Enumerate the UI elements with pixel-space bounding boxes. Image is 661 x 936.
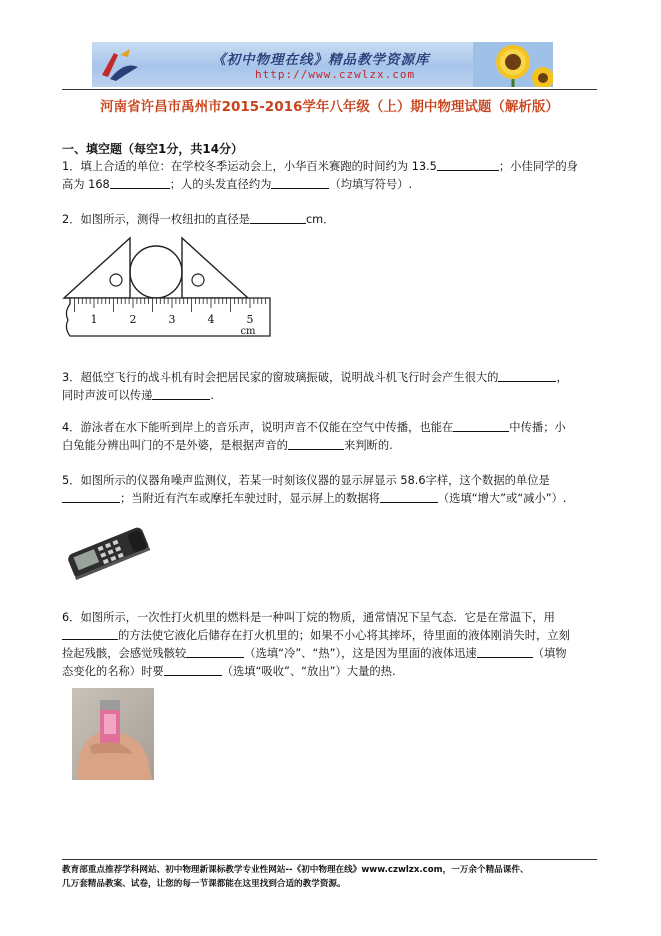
question-6-line-3	[62, 646, 567, 661]
question-text: 高为 168	[62, 178, 110, 191]
question-5-line-1	[62, 473, 550, 488]
ruler-unit: cm	[240, 326, 256, 337]
answer-blank[interactable]	[453, 420, 509, 432]
ruler-number: 4	[207, 313, 215, 326]
banner-title: 《初中物理在线》精品教学资源库	[212, 52, 430, 68]
question-6-line-2	[62, 628, 570, 643]
answer-blank[interactable]	[62, 628, 118, 640]
question-4-line-2	[62, 438, 393, 453]
lighter-image	[72, 688, 154, 780]
question-text: 白兔能分辨出叫门的不是外婆，是根据声音的	[62, 439, 288, 452]
answer-blank[interactable]	[164, 664, 222, 676]
question-text: （均填写符号）.	[329, 178, 413, 191]
header-banner	[92, 42, 553, 87]
question-text: ，	[556, 371, 568, 384]
question-6-line-1	[62, 610, 555, 625]
question-1-line-1	[62, 159, 578, 174]
answer-blank[interactable]	[498, 370, 556, 382]
question-3-line-2	[62, 388, 214, 403]
answer-blank[interactable]	[271, 177, 329, 189]
site-logo-icon	[94, 43, 142, 86]
answer-blank[interactable]	[250, 212, 306, 224]
footer	[62, 863, 602, 891]
ruler-number: 1	[90, 313, 98, 326]
question-text: 2．如图所示，测得一枚纽扣的直径是	[62, 213, 250, 226]
question-text: 中传播；小	[509, 421, 566, 434]
answer-blank[interactable]	[288, 438, 344, 450]
question-text: 1．填上合适的单位：在学校冬季运动会上，小华百米赛跑的时间约为 13.5	[62, 160, 437, 173]
question-text: 4．游泳者在水下能听到岸上的音乐声，说明声音不仅能在空气中传播，也能在	[62, 421, 454, 434]
section-heading: 一、填空题（每空1分，共14分）	[62, 142, 244, 156]
question-text: 5．如图所示的仪器角噪声监测仪，若某一时刻该仪器的显示屏显示 58.6字样，这个数据的单位是	[62, 474, 550, 487]
question-text: 3．超低空飞行的战斗机有时会把居民家的窗玻璃振破，说明战斗机飞行时会产生很大的	[62, 371, 499, 384]
question-text: .	[210, 389, 214, 402]
question-text: （选填“吸收”、“放出”）大量的热.	[221, 665, 396, 678]
question-text: （选填“增大”或“减小”）.	[437, 492, 567, 505]
question-text: ；小佳同学的身	[498, 160, 578, 173]
question-text: （填物	[532, 647, 567, 660]
answer-blank[interactable]	[110, 177, 170, 189]
question-text: ；当附近有汽车或摩托车驶过时，显示屏上的数据将	[120, 492, 380, 505]
question-text: 同时声波可以传递	[62, 389, 153, 402]
answer-blank[interactable]	[477, 646, 533, 658]
footer-line: 教育部重点推荐学科网站、初中物理新课标教学专业性网站--《初中物理在线》www.czwlzx.com，一万余个精品课件、	[62, 865, 529, 875]
header-rule	[62, 89, 597, 90]
question-text: 的方法使它液化后储存在打火机里的；如果不小心将其摔坏，待里面的液体刚消失时，立刻	[118, 629, 570, 642]
question-3-line-1	[62, 370, 568, 385]
question-2-line-1	[62, 212, 334, 227]
question-text: 来判断的.	[343, 439, 393, 452]
question-text: ；人的头发直径约为	[169, 178, 272, 191]
page-title: 河南省许昌市禹州市2015-2016学年八年级（上）期中物理试题（解析版）	[100, 99, 559, 115]
answer-blank[interactable]	[152, 388, 210, 400]
question-text: （选填“冷”、“热”），这是因为里面的液体迅速	[244, 647, 477, 660]
question-5-line-2	[62, 491, 567, 506]
ruler-number: 3	[168, 313, 176, 326]
sunflower-icon	[473, 42, 553, 87]
answer-blank[interactable]	[62, 491, 120, 503]
question-text: cm．	[305, 213, 335, 226]
footer-line: 几万套精品教案、试卷，让您的每一节课都能在这里找到合适的教学资源。	[62, 879, 346, 889]
question-6-line-4	[62, 664, 396, 679]
answer-blank[interactable]	[437, 159, 499, 171]
noise-monitor-image	[62, 514, 154, 586]
question-text: 态变化的名称）时要	[62, 665, 164, 678]
question-1-line-2	[62, 177, 412, 192]
answer-blank[interactable]	[186, 646, 244, 658]
footer-rule	[62, 859, 597, 860]
question-4-line-1	[62, 420, 566, 435]
ruler-button-figure	[62, 232, 274, 340]
question-text: 6．如图所示，一次性打火机里的燃料是一种叫丁烷的物质，通常情况下呈气态．它是在常温下，用	[62, 611, 555, 624]
question-text: 捡起残骸，会感觉残骸较	[62, 647, 187, 660]
ruler-number: 5	[246, 313, 254, 326]
answer-blank[interactable]	[380, 491, 438, 503]
ruler-number: 2	[129, 313, 137, 326]
banner-url: http://www.czwlzx.com	[255, 68, 416, 81]
